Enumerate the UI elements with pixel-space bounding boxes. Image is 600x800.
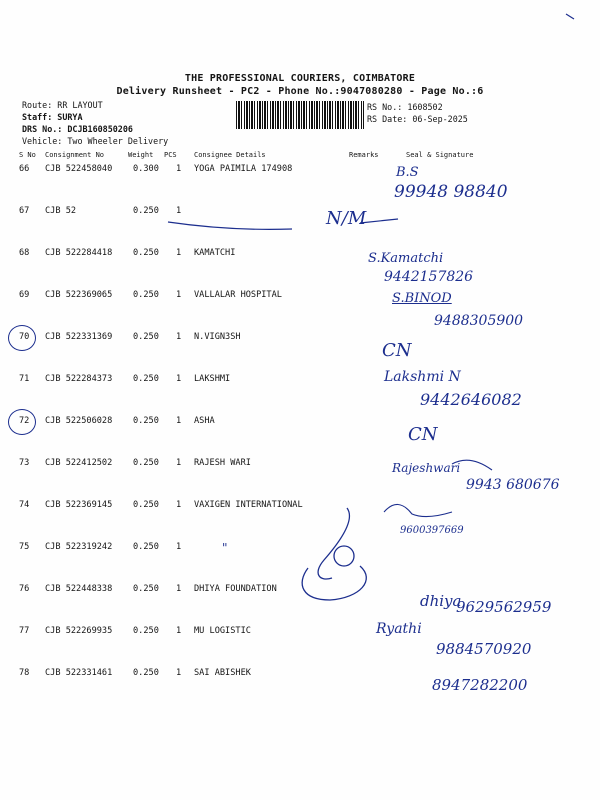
cell-consignment: CJB 522331461: [45, 668, 113, 678]
cell-consignee: VALLALAR HOSPITAL: [194, 290, 282, 300]
cell-sno: 77: [19, 626, 30, 636]
table-row: [0, 290, 600, 310]
cell-sno: 75: [19, 542, 30, 552]
table-row: [0, 248, 600, 268]
cell-consignee: N.VIGN3SH: [194, 332, 241, 342]
cell-consignee: ASHA: [194, 416, 215, 426]
cell-pcs: 1: [176, 458, 182, 468]
cell-consignment: CJB 522331369: [45, 332, 113, 342]
handwritten-phone: 9600397669: [400, 525, 464, 536]
col-header-sno: S No: [19, 151, 36, 159]
cell-sno: 69: [19, 290, 30, 300]
handwritten-phone: 9943 680676: [466, 477, 560, 493]
col-header-consignment: Consignment No: [45, 151, 105, 159]
cell-pcs: 1: [176, 416, 182, 426]
company-title: THE PROFESSIONAL COURIERS, COIMBATORE: [184, 73, 416, 84]
handwritten-note: CN: [382, 340, 412, 361]
cell-weight: 0.250: [133, 668, 159, 678]
cell-consignee: KAMATCHI: [194, 248, 236, 258]
cell-weight: 0.250: [133, 374, 159, 384]
cell-weight: 0.250: [133, 248, 159, 258]
cell-pcs: 1: [176, 584, 182, 594]
handwritten-name: S.BINOD: [392, 291, 452, 306]
cell-weight: 0.250: [133, 290, 159, 300]
dash-stroke: [566, 14, 574, 19]
cell-sno: 71: [19, 374, 30, 384]
col-header-seal: Seal & Signature: [406, 151, 474, 159]
barcode: [236, 101, 364, 129]
cell-sno: 76: [19, 584, 30, 594]
cell-weight: 0.250: [133, 500, 159, 510]
runsheet-subtitle: Delivery Runsheet - PC2 - Phone No.:9047080280 - Page No.:6: [116, 86, 484, 97]
handwritten-phone: 9884570920: [436, 640, 532, 658]
col-header-consignee: Consignee Details: [194, 151, 266, 159]
handwritten-phone: 9442646082: [420, 390, 522, 409]
handwritten-name: Lakshmi N: [384, 369, 461, 385]
rs-date: RS Date: 06-Sep-2025: [367, 114, 468, 124]
cell-pcs: 1: [176, 290, 182, 300]
cell-pcs: 1: [176, 668, 182, 678]
table-row: [0, 542, 600, 562]
vehicle-label: Vehicle: Two Wheeler Delivery: [22, 136, 169, 146]
table-row: [0, 206, 600, 229]
cell-sno: 72: [19, 416, 30, 426]
col-header-weight: Weight: [128, 151, 154, 159]
staff-label: Staff: SURYA: [22, 112, 83, 122]
cell-weight: 0.250: [133, 332, 159, 342]
cell-consignee: RAJESH WARI: [194, 458, 251, 468]
cell-consignment: CJB 522458040: [45, 164, 113, 174]
cell-sno: 70: [19, 332, 30, 342]
cell-pcs: 1: [176, 374, 182, 384]
drs-number: DRS No.: DCJB160850206: [22, 124, 133, 134]
cell-consignment: CJB 522369065: [45, 290, 113, 300]
table-row: [0, 332, 600, 352]
cell-sno: 73: [19, 458, 30, 468]
handwritten-name: S.Kamatchi: [368, 251, 444, 266]
cell-consignment: CJB 522506028: [45, 416, 113, 426]
cell-weight: 0.250: [133, 626, 159, 636]
handwritten-note: N/M: [326, 208, 367, 229]
handwritten-name: Ryathi: [376, 621, 422, 637]
cell-weight: 0.250: [133, 542, 159, 552]
rs-number: RS No.: 1608502: [367, 102, 443, 112]
cell-weight: 0.250: [133, 458, 159, 468]
cell-consignee: SAI ABISHEK: [194, 668, 251, 678]
handwritten-name: dhiya: [420, 592, 462, 610]
cell-consignee: LAKSHMI: [194, 374, 231, 384]
cell-weight: 0.250: [133, 584, 159, 594]
cell-consignment: CJB 522412502: [45, 458, 113, 468]
cell-weight: 0.250: [133, 416, 159, 426]
cell-pcs: 1: [176, 500, 182, 510]
cell-consignment: CJB 522269935: [45, 626, 113, 636]
cell-consignee: YOGA PAIMILA 174908: [194, 164, 293, 174]
cell-consignment: CJB 522369145: [45, 500, 113, 510]
cell-consignment: CJB 52: [45, 206, 77, 216]
cell-pcs: 1: [176, 626, 182, 636]
cell-consignee: MU LOGISTIC: [194, 626, 251, 636]
cell-sno: 74: [19, 500, 30, 510]
table-row: [0, 416, 600, 436]
cell-sno: 68: [19, 248, 30, 258]
handwritten-phone: 9629562959: [456, 598, 552, 616]
cell-consignee: VAXIGEN INTERNATIONAL: [194, 500, 303, 510]
cell-pcs: 1: [176, 248, 182, 258]
cell-consignment: CJB 522284373: [45, 374, 113, 384]
col-header-remarks: Remarks: [349, 151, 379, 159]
route-label: Route: RR LAYOUT: [22, 100, 103, 110]
col-header-pcs: PCS: [164, 151, 177, 159]
cell-pcs: 1: [176, 206, 182, 216]
cell-consignment: CJB 522448338: [45, 584, 113, 594]
cell-sno: 67: [19, 206, 30, 216]
handwritten-phone: 9488305900: [434, 313, 524, 329]
cell-sno: 66: [19, 164, 30, 174]
handwritten-ditto: ": [222, 541, 228, 555]
table-row: [0, 458, 600, 478]
handwritten-phone: 9442157826: [384, 269, 474, 285]
cell-pcs: 1: [176, 542, 182, 552]
cell-pcs: 1: [176, 332, 182, 342]
row-72-circle-mark: [8, 409, 36, 435]
cell-weight: 0.300: [133, 164, 159, 174]
cell-consignee: DHIYA FOUNDATION: [194, 584, 277, 594]
handwritten-phone: 99948 98840: [394, 182, 508, 202]
cell-weight: 0.250: [133, 206, 159, 216]
cell-consignment: CJB 522319242: [45, 542, 113, 552]
handwritten-phone: 8947282200: [432, 676, 528, 694]
cell-sno: 78: [19, 668, 30, 678]
handwritten-note: CN: [408, 424, 438, 445]
handwritten-name: Rajeshwari: [392, 461, 461, 475]
table-row: [0, 164, 600, 184]
table-row: [0, 500, 600, 520]
handwritten-name: B.S: [396, 165, 419, 180]
cell-consignment: CJB 522284418: [45, 248, 113, 258]
row-70-circle-mark: [8, 325, 36, 351]
cell-pcs: 1: [176, 164, 182, 174]
